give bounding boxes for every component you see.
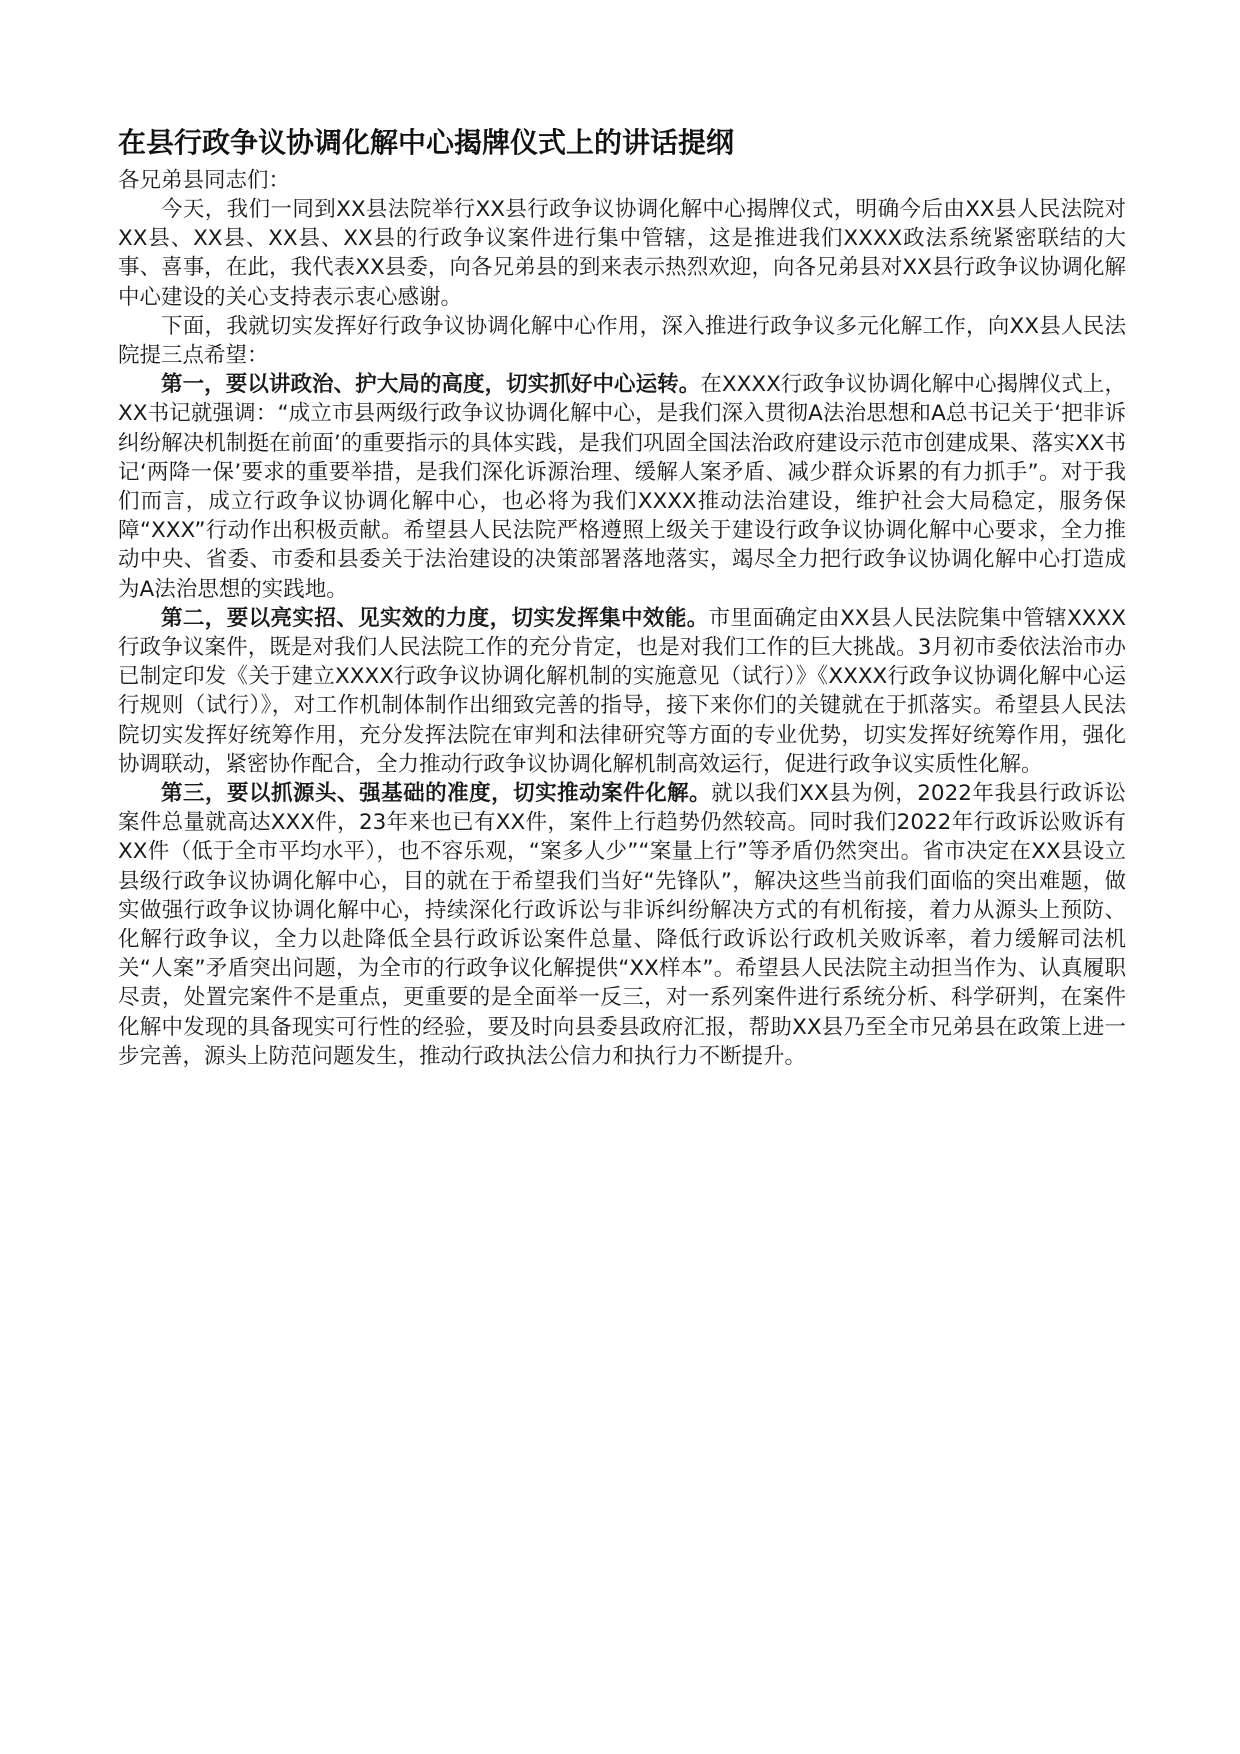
paragraph-text: 下面，我就切实发挥好行政争议协调化解中心作用，深入推进行政争议多元化解工作，向XX县人民法院提三点希望：	[118, 313, 1126, 369]
paragraph-opening	[118, 195, 1126, 312]
paragraph-text: 市里面确定由XX县人民法院集中管辖XXXX行政争议案件，既是对我们人民法院工作的充分肯定，也是对我们工作的巨大挑战。3月初市委依法治市办已制定印发《关于建立XXXX行政争议协调化解机制的实施意见（试行）》《XXXX行政争议协调化解中心运行规则（试行）》，对工作机制体制作出细致完善的指导，接下来你们的关键就在于抓落实。希望县人民法院切实发挥好统筹作用，充分发挥法院在审判和法律研究等方面的专业优势，切实发挥好统筹作用，强化协调联动，紧密协作配合，全力推动行政争议协调化解机制高效运行，促进行政争议实质性化解。	[118, 605, 1126, 777]
paragraph-text: 就以我们XX县为例，2022年我县行政诉讼案件总量就高达XXX件，23年来也已有XX件，案件上行趋势仍然较高。同时我们2022年行政诉讼败诉有XX件（低于全市平均水平），也不容乐观，“案多人少”“案量上行”等矛盾仍然突出。省市决定在XX县设立县级行政争议协调化解中心，目的就在于希望我们当好“先锋队”，解决这些当前我们面临的突出难题，做实做强行政争议协调化解中心，持续深化行政诉讼与非诉纠纷解决方式的有机衔接，着力从源头上预防、化解行政争议，全力以赴降低全县行政诉讼案件总量、降低行政诉讼行政机关败诉率，着力缓解司法机关“人案”矛盾突出问题，为全市的行政争议化解提供“XX样本”。希望县人民法院主动担当作为、认真履职尽责，处置完案件不是重点，更重要的是全面举一反三，对一系列案件进行系统分析、科学研判，在案件化解中发现的具备现实可行性的经验，要及时向县委县政府汇报，帮助XX县乃至全市兄弟县在政策上进一步完善，源头上防范问题发生，推动行政执法公信力和执行力不断提升。	[118, 781, 1126, 1069]
document-title: 在县行政争议协调化解中心揭牌仪式上的讲话提纲	[118, 126, 735, 159]
salutation: 各兄弟县同志们：	[118, 168, 291, 193]
document-page	[118, 124, 1126, 1071]
point-heading: 第三，要以抓源头、强基础的准度，切实推动案件化解。	[161, 781, 712, 807]
paragraph-point-one	[118, 370, 1126, 604]
paragraph-point-three	[118, 779, 1126, 1071]
point-heading: 第二，要以亮实招、见实效的力度，切实发挥集中效能。	[161, 605, 709, 631]
paragraph-point-two	[118, 604, 1126, 779]
paragraph-intro	[118, 312, 1126, 370]
point-heading: 第一，要以讲政治、护大局的高度，切实抓好中心运转。	[161, 372, 701, 398]
paragraph-text: 今天，我们一同到XX县法院举行XX县行政争议协调化解中心揭牌仪式，明确今后由XX县人民法院对XX县、XX县、XX县、XX县的行政争议案件进行集中管辖，这是推进我们XXXX政法系统紧密联结的大事、喜事，在此，我代表XX县委，向各兄弟县的到来表示热烈欢迎，向各兄弟县对XX县行政争议协调化解中心建设的关心支持表示衷心感谢。	[118, 197, 1126, 310]
paragraph-text: 在XXXX行政争议协调化解中心揭牌仪式上，XX书记就强调：“成立市县两级行政争议协调化解中心，是我们深入贯彻A法治思想和A总书记关于‘把非诉纠纷解决机制挺在前面’的重要指示的具体实践，是我们巩固全国法治政府建设示范市创建成果、落实XX书记‘两降一保’要求的重要举措，是我们深化诉源治理、缓解人案矛盾、减少群众诉累的有力抓手”。对于我们而言，成立行政争议协调化解中心，也必将为我们XXXX推动法治建设，维护社会大局稳定，服务保障“XXX”行动作出积极贡献。希望县人民法院严格遵照上级关于建设行政争议协调化解中心要求，全力推动中央、省委、市委和县委关于法治建设的决策部署落地落实，竭尽全力把行政争议协调化解中心打造成为A法治思想的实践地。	[118, 372, 1126, 602]
